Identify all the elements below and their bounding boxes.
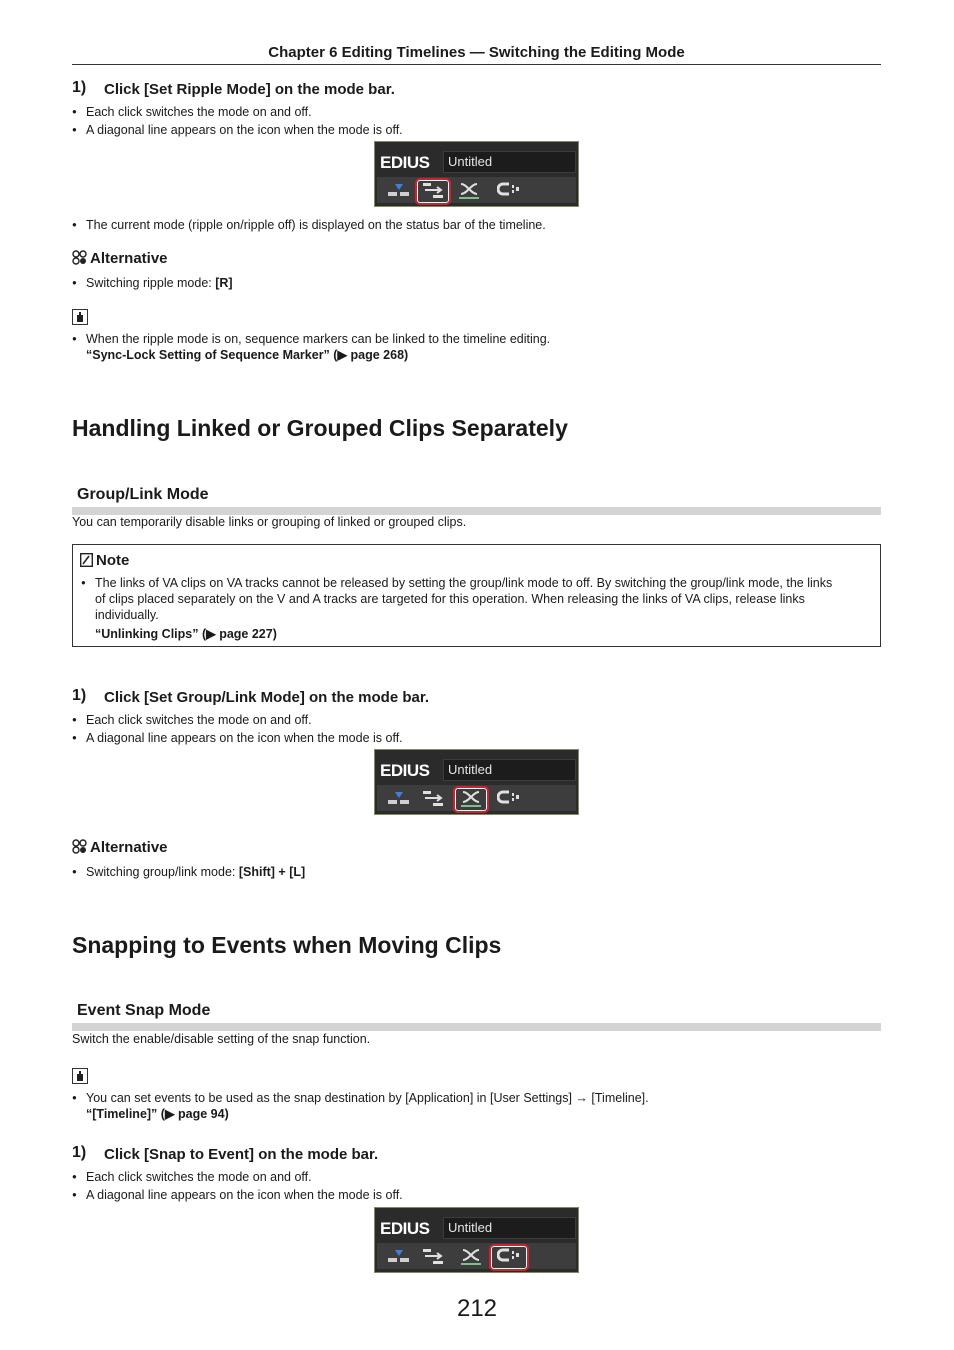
step-number: 1)	[72, 1144, 87, 1161]
note-title: Note	[96, 552, 130, 569]
subsection-heading	[72, 1002, 881, 1031]
page-number: 212	[456, 1295, 498, 1322]
alternative-heading	[72, 250, 168, 267]
insert-mode-icon[interactable]	[387, 788, 411, 808]
section-heading: Snapping to Events when Moving Clips	[72, 932, 502, 958]
subsection-title: Group/Link Mode	[77, 486, 209, 503]
bullet-item: ● You can set events to be used as the snap destination by [Application] in [User Settings] → [Timeline].	[72, 1090, 649, 1106]
project-title-field: Untitled	[443, 1217, 576, 1239]
group-link-mode-icon[interactable]	[457, 180, 481, 200]
intro-text: Switch the enable/disable setting of the snap function.	[72, 1032, 371, 1046]
alternative-icon	[72, 250, 87, 265]
mode-bar-screenshot	[374, 141, 579, 207]
group-link-mode-icon[interactable]	[459, 1246, 483, 1266]
shortcut-key: [Shift] + [L]	[238, 865, 306, 879]
intro-text: You can temporarily disable links or grouping of linked or grouped clips.	[72, 515, 467, 529]
highlight-ring	[415, 178, 451, 205]
mode-bar-screenshot	[374, 749, 579, 815]
insert-mode-icon[interactable]	[387, 1246, 411, 1266]
bullet-item: ● When the ripple mode is on, sequence markers can be linked to the timeline editing.	[72, 331, 550, 347]
bullet-item: ● A diagonal line appears on the icon when the mode is off.	[72, 730, 403, 746]
note-continuation: of clips placed separately on the V and A tracks are targeted for this operation. When releasing the links of VA clips, release links	[95, 592, 805, 606]
step-number: 1)	[72, 79, 87, 96]
step-instruction: Click [Set Group/Link Mode] on the mode bar.	[104, 689, 430, 706]
bullet-item: ● A diagonal line appears on the icon when the mode is off.	[72, 122, 403, 138]
bullet-item	[72, 864, 305, 880]
ripple-mode-icon[interactable]	[421, 1246, 445, 1266]
step-number: 1)	[72, 687, 87, 704]
chapter-header: Chapter 6 Editing Timelines — Switching the Editing Mode	[268, 44, 685, 61]
shortcut-key: [R]	[215, 276, 233, 290]
note-icon	[80, 553, 93, 567]
subsection-title: Event Snap Mode	[77, 1002, 211, 1019]
memo-icon	[72, 1068, 88, 1084]
alternative-text: Switching group/link mode:	[86, 865, 239, 879]
bullet-item: ● The current mode (ripple on/ripple off) is displayed on the status bar of the timeline.	[72, 217, 546, 233]
snap-to-event-icon[interactable]	[497, 180, 521, 200]
bullet-item	[72, 275, 233, 291]
note-continuation: individually.	[95, 608, 159, 622]
highlight-ring	[489, 1244, 529, 1271]
section-heading: Handling Linked or Grouped Clips Separately	[72, 415, 568, 441]
memo-icon	[72, 309, 88, 325]
alternative-text: Switching ripple mode:	[86, 276, 216, 290]
header-rule	[72, 64, 881, 65]
insert-mode-icon[interactable]	[387, 180, 411, 200]
project-title-field: Untitled	[443, 151, 576, 173]
ripple-mode-icon[interactable]	[421, 788, 445, 808]
bullet-item: ● The links of VA clips on VA tracks cannot be released by setting the group/link mode to off. By switching the group/link mode, the links	[81, 575, 832, 591]
note-heading	[80, 552, 129, 569]
bullet-item: ● Each click switches the mode on and off.	[72, 712, 312, 728]
bullet-item: ● Each click switches the mode on and off.	[72, 1169, 312, 1185]
edius-logo: EDIUS	[380, 1219, 430, 1238]
edius-logo: EDIUS	[380, 153, 430, 172]
cross-reference-link[interactable]: “Unlinking Clips” (▶ page 227)	[95, 627, 277, 641]
highlight-ring	[453, 786, 489, 813]
alternative-label: Alternative	[90, 839, 168, 856]
snap-to-event-icon[interactable]	[497, 788, 521, 808]
alternative-icon	[72, 839, 87, 854]
note-box	[72, 544, 881, 647]
cross-reference-link[interactable]: “Sync-Lock Setting of Sequence Marker” (▶ page 268)	[86, 348, 409, 362]
step-instruction: Click [Set Ripple Mode] on the mode bar.	[104, 81, 395, 98]
alternative-label: Alternative	[90, 250, 168, 267]
mode-bar-screenshot	[374, 1207, 579, 1273]
alternative-heading	[72, 839, 168, 856]
step-instruction: Click [Snap to Event] on the mode bar.	[104, 1146, 379, 1163]
subsection-heading	[72, 486, 881, 515]
project-title-field: Untitled	[443, 759, 576, 781]
bullet-item: ● Each click switches the mode on and off.	[72, 104, 312, 120]
bullet-item: ● A diagonal line appears on the icon when the mode is off.	[72, 1187, 403, 1203]
edius-logo: EDIUS	[380, 761, 430, 780]
cross-reference-link[interactable]: “[Timeline]” (▶ page 94)	[86, 1107, 229, 1121]
